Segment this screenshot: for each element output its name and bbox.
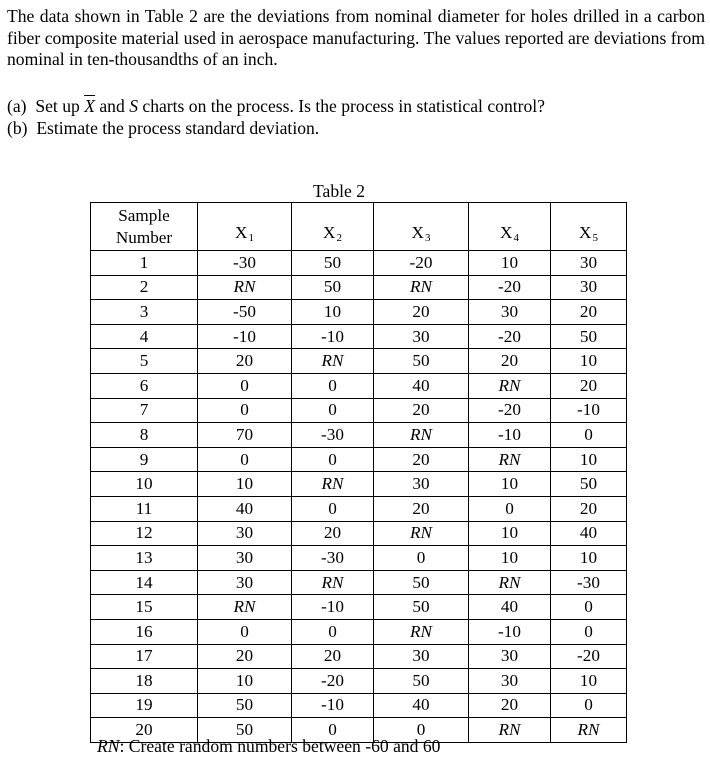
table-row: [91, 251, 627, 276]
x1-value-cell: 0: [198, 373, 292, 398]
x5-value-cell: 50: [551, 324, 627, 349]
x2-value-cell: -10: [292, 595, 374, 620]
footnote-rn-label: RN: [97, 736, 120, 756]
x5-value-cell: -30: [551, 570, 627, 595]
x5-value-cell: 0: [551, 693, 627, 718]
x3-value-cell: RN: [374, 619, 469, 644]
footnote-text: : Create random numbers between -60 and 60: [119, 736, 441, 756]
x5-value-cell: 0: [551, 619, 627, 644]
x1-value-cell: 20: [198, 644, 292, 669]
x1-value-cell: 70: [198, 423, 292, 448]
x5-value-cell: 20: [551, 373, 627, 398]
x4-value-cell: 20: [469, 349, 551, 374]
x2-header-subscript: 2: [336, 232, 342, 244]
x4-value-cell: 10: [469, 472, 551, 497]
x3-value-cell: RN: [374, 275, 469, 300]
question-a: [7, 96, 545, 118]
x3-header-subscript: 3: [424, 232, 431, 244]
question-a-text-after: charts on the process. Is the process in statistical control?: [142, 96, 545, 116]
table-body: [91, 251, 627, 743]
x2-value-cell: 0: [292, 373, 374, 398]
x5-value-cell: 0: [551, 595, 627, 620]
x3-value-cell: 30: [374, 324, 469, 349]
x3-value-cell: 30: [374, 472, 469, 497]
x4-value-cell: 30: [469, 644, 551, 669]
x1-value-cell: -50: [198, 300, 292, 325]
x1-header: [198, 203, 292, 251]
x2-value-cell: -10: [292, 324, 374, 349]
question-list: [7, 96, 545, 139]
x1-value-cell: 20: [198, 349, 292, 374]
x3-value-cell: 20: [374, 300, 469, 325]
x3-value-cell: 50: [374, 595, 469, 620]
x4-value-cell: 30: [469, 300, 551, 325]
question-a-marker: (a): [7, 96, 27, 116]
x5-value-cell: 40: [551, 521, 627, 546]
table-row: [91, 496, 627, 521]
x2-value-cell: 50: [292, 275, 374, 300]
table-row: [91, 619, 627, 644]
x5-value-cell: -20: [551, 644, 627, 669]
x1-header-subscript: 1: [248, 232, 254, 244]
x5-header-subscript: 5: [592, 232, 598, 244]
sample-number-cell: 11: [91, 496, 198, 521]
x4-value-cell: -20: [469, 275, 551, 300]
x3-value-cell: RN: [374, 423, 469, 448]
x5-value-cell: 20: [551, 300, 627, 325]
x5-value-cell: 0: [551, 423, 627, 448]
x5-value-cell: 30: [551, 275, 627, 300]
x3-value-cell: 20: [374, 496, 469, 521]
sample-number-cell: 3: [91, 300, 198, 325]
x2-value-cell: 0: [292, 398, 374, 423]
x5-value-cell: 30: [551, 251, 627, 276]
x1-value-cell: 30: [198, 546, 292, 571]
question-a-text-before: Set up: [35, 96, 80, 116]
x2-value-cell: RN: [292, 349, 374, 374]
x4-value-cell: 20: [469, 693, 551, 718]
sample-number-cell: 20: [91, 718, 198, 743]
sample-number-cell: 14: [91, 570, 198, 595]
x5-value-cell: 10: [551, 349, 627, 374]
x2-value-cell: 20: [292, 644, 374, 669]
table-row: [91, 373, 627, 398]
sample-number-cell: 19: [91, 693, 198, 718]
x2-value-cell: 0: [292, 447, 374, 472]
table-row: [91, 570, 627, 595]
x5-value-cell: 10: [551, 447, 627, 472]
x1-value-cell: RN: [198, 275, 292, 300]
sample-number-cell: 7: [91, 398, 198, 423]
sample-number-header: [91, 203, 198, 251]
x3-value-cell: 30: [374, 644, 469, 669]
x5-value-cell: 20: [551, 496, 627, 521]
x1-value-cell: RN: [198, 595, 292, 620]
x2-value-cell: -30: [292, 423, 374, 448]
x1-value-cell: 30: [198, 521, 292, 546]
x4-header-subscript: 4: [513, 232, 519, 244]
sample-header-line-1: Sample: [118, 206, 170, 225]
x3-header: [374, 203, 469, 251]
x4-value-cell: 30: [469, 669, 551, 694]
x3-value-cell: 20: [374, 398, 469, 423]
x2-value-cell: 10: [292, 300, 374, 325]
x2-value-cell: 20: [292, 521, 374, 546]
sample-number-cell: 1: [91, 251, 198, 276]
table-row: [91, 595, 627, 620]
x1-value-cell: 10: [198, 472, 292, 497]
x1-value-cell: 0: [198, 619, 292, 644]
x4-value-cell: RN: [469, 447, 551, 472]
sample-number-cell: 12: [91, 521, 198, 546]
x4-value-cell: 0: [469, 496, 551, 521]
table-row: [91, 275, 627, 300]
x5-value-cell: 50: [551, 472, 627, 497]
x3-value-cell: RN: [374, 521, 469, 546]
x2-value-cell: -10: [292, 693, 374, 718]
table-row: [91, 472, 627, 497]
s-symbol: S: [129, 96, 138, 116]
table-row: [91, 349, 627, 374]
problem-statement: The data shown in Table 2 are the deviations from nominal diameter for holes drilled in a carbon fiber composite material used in aerospace manufacturing. The values reported are deviations from nominal in ten-thousandths of an inch.: [7, 6, 705, 69]
x1-value-cell: 40: [198, 496, 292, 521]
x4-value-cell: -20: [469, 398, 551, 423]
sample-header-line-2: Number: [115, 228, 173, 247]
x3-value-cell: 0: [374, 546, 469, 571]
x1-value-cell: 50: [198, 718, 292, 743]
x4-value-cell: RN: [469, 570, 551, 595]
x2-header-letter: X: [323, 223, 336, 242]
x3-header-letter: X: [411, 223, 424, 242]
x1-value-cell: -10: [198, 324, 292, 349]
x5-value-cell: 10: [551, 669, 627, 694]
sample-number-cell: 13: [91, 546, 198, 571]
x1-value-cell: 10: [198, 669, 292, 694]
table-caption: Table 2: [313, 181, 366, 201]
x2-value-cell: 0: [292, 619, 374, 644]
x4-value-cell: 10: [469, 251, 551, 276]
table-row: [91, 693, 627, 718]
table-row: [91, 324, 627, 349]
sample-number-cell: 4: [91, 324, 198, 349]
x3-value-cell: 40: [374, 693, 469, 718]
x1-value-cell: 30: [198, 570, 292, 595]
sample-number-cell: 2: [91, 275, 198, 300]
question-a-text-and: and: [99, 96, 125, 116]
table-row: [91, 546, 627, 571]
deviation-data-table: [90, 202, 627, 743]
question-b-marker: (b): [7, 117, 28, 138]
x2-value-cell: 0: [292, 496, 374, 521]
x5-value-cell: 10: [551, 546, 627, 571]
table-row: [91, 300, 627, 325]
sample-number-cell: 9: [91, 447, 198, 472]
x-bar-symbol: $\overline{X}$: [84, 96, 95, 116]
x4-header: [469, 203, 551, 251]
x4-value-cell: 10: [469, 546, 551, 571]
x4-value-cell: 10: [469, 521, 551, 546]
table-row: [91, 447, 627, 472]
x5-header: [551, 203, 627, 251]
x4-value-cell: -20: [469, 324, 551, 349]
sample-number-cell: 5: [91, 349, 198, 374]
x4-header-letter: X: [500, 223, 513, 242]
x1-header-letter: X: [235, 223, 248, 242]
table-row: [91, 398, 627, 423]
x3-value-cell: 50: [374, 349, 469, 374]
x1-value-cell: 50: [198, 693, 292, 718]
x5-value-cell: RN: [551, 718, 627, 743]
x2-value-cell: -20: [292, 669, 374, 694]
x3-value-cell: -20: [374, 251, 469, 276]
table-row: [91, 521, 627, 546]
x4-value-cell: 40: [469, 595, 551, 620]
x2-value-cell: -30: [292, 546, 374, 571]
sample-number-cell: 8: [91, 423, 198, 448]
sample-number-cell: 16: [91, 619, 198, 644]
x4-value-cell: -10: [469, 619, 551, 644]
sample-number-cell: 6: [91, 373, 198, 398]
x3-value-cell: 50: [374, 669, 469, 694]
table-row: [91, 644, 627, 669]
sample-number-cell: 17: [91, 644, 198, 669]
x4-value-cell: RN: [469, 718, 551, 743]
x3-value-cell: 40: [374, 373, 469, 398]
question-b-text: Estimate the process standard deviation.: [36, 117, 320, 138]
sample-number-cell: 18: [91, 669, 198, 694]
x2-header: [292, 203, 374, 251]
x4-value-cell: -10: [469, 423, 551, 448]
sample-number-cell: 10: [91, 472, 198, 497]
footnote: [97, 736, 440, 757]
x2-value-cell: RN: [292, 570, 374, 595]
x1-value-cell: 0: [198, 447, 292, 472]
question-b: [7, 118, 545, 140]
x5-value-cell: -10: [551, 398, 627, 423]
x2-value-cell: RN: [292, 472, 374, 497]
x2-value-cell: 50: [292, 251, 374, 276]
x2-value-cell: 0: [292, 718, 374, 743]
x1-value-cell: 0: [198, 398, 292, 423]
table-header-row: [91, 203, 627, 251]
x3-value-cell: 0: [374, 718, 469, 743]
x3-value-cell: 20: [374, 447, 469, 472]
x1-value-cell: -30: [198, 251, 292, 276]
sample-number-cell: 15: [91, 595, 198, 620]
x5-header-letter: X: [579, 223, 592, 242]
x3-value-cell: 50: [374, 570, 469, 595]
table-row: [91, 669, 627, 694]
table-row: [91, 423, 627, 448]
x4-value-cell: RN: [469, 373, 551, 398]
